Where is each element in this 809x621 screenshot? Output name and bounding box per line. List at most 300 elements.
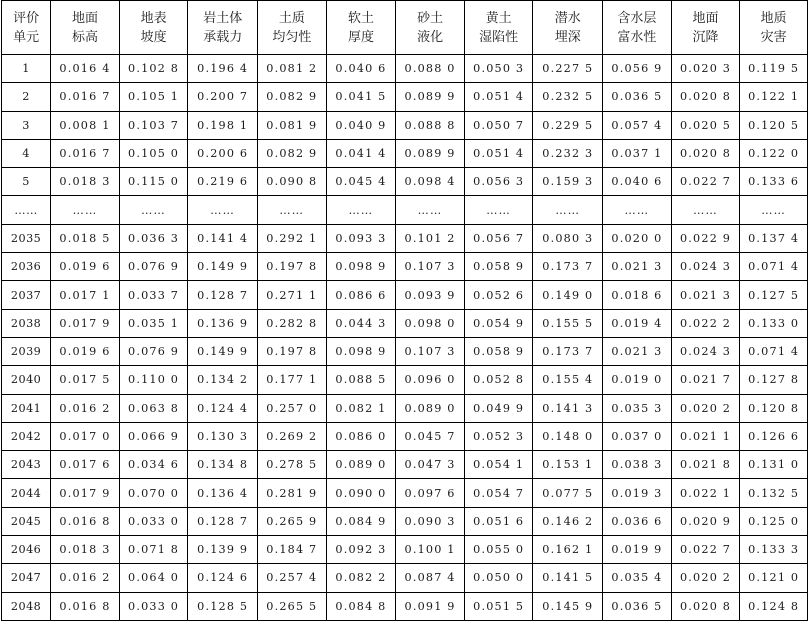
weight-cell: 0.051 5 [464, 592, 533, 620]
weight-cell: 0.052 6 [464, 281, 533, 309]
weight-cell: 0.086 0 [326, 422, 396, 450]
table-row [2, 592, 808, 620]
weight-cell: 0.096 0 [396, 366, 465, 394]
table-row [2, 564, 808, 592]
weight-cell: 0.269 2 [258, 422, 327, 450]
table-row [2, 337, 808, 365]
column-header-line: 地面 [71, 10, 98, 26]
weight-cell: 0.022 1 [671, 479, 740, 507]
weight-cell: 0.091 9 [396, 592, 465, 620]
weight-cell: 0.133 3 [740, 536, 808, 564]
weight-cell: 0.020 9 [671, 507, 740, 535]
column-header-line: 均匀性 [272, 29, 312, 45]
weight-cell: 0.049 9 [464, 394, 533, 422]
weight-cell: 0.037 0 [603, 422, 672, 450]
weight-cell: 0.057 4 [603, 111, 672, 139]
unit-id-cell: 2040 [2, 366, 51, 394]
weight-cell: 0.173 7 [533, 253, 603, 281]
weight-cell: 0.016 2 [51, 564, 120, 592]
weight-cell: 0.122 0 [740, 139, 808, 167]
weight-cell: 0.045 4 [326, 168, 396, 196]
weight-cell: 0.281 9 [258, 479, 327, 507]
unit-id-cell: 2039 [2, 337, 51, 365]
weight-cell: 0.196 4 [188, 55, 258, 83]
weight-cell: 0.088 8 [396, 111, 465, 139]
column-header-line: 标高 [71, 29, 98, 45]
weight-cell: 0.105 0 [119, 139, 188, 167]
weight-cell: 0.125 0 [740, 507, 808, 535]
header-row [2, 1, 808, 55]
column-header [671, 1, 740, 55]
weight-cell: 0.229 5 [533, 111, 603, 139]
column-header-line: 含水层 [617, 10, 657, 26]
table-row [2, 451, 808, 479]
table-row [2, 224, 808, 252]
weight-cell: 0.132 5 [740, 479, 808, 507]
weight-cell: 0.071 4 [740, 253, 808, 281]
weight-cell: 0.227 5 [533, 55, 603, 83]
weight-cell: 0.115 0 [119, 168, 188, 196]
weight-cell: 0.024 3 [671, 253, 740, 281]
unit-id-cell: 2046 [2, 536, 51, 564]
column-header-line: 单元 [13, 29, 40, 45]
weight-cell: 0.019 6 [51, 253, 120, 281]
weight-cell: 0.128 7 [188, 507, 258, 535]
column-header-line: 地表 [140, 10, 167, 26]
weight-cell: 0.155 5 [533, 309, 603, 337]
weight-cell: 0.020 5 [671, 111, 740, 139]
weight-cell: 0.149 0 [533, 281, 603, 309]
unit-id-cell: 4 [2, 139, 51, 167]
weight-cell: …… [533, 196, 603, 224]
column-header [2, 1, 51, 55]
weight-cell: 0.037 1 [603, 139, 672, 167]
weight-cell: 0.052 8 [464, 366, 533, 394]
column-header-line: 黄土 [485, 10, 512, 26]
weight-cell: 0.081 9 [258, 111, 327, 139]
weight-cell: 0.162 1 [533, 536, 603, 564]
weight-cell: 0.232 3 [533, 139, 603, 167]
weight-cell: 0.020 3 [671, 55, 740, 83]
weight-cell: 0.126 6 [740, 422, 808, 450]
weight-cell: 0.130 3 [188, 422, 258, 450]
weight-cell: 0.017 5 [51, 366, 120, 394]
weight-cell: 0.016 4 [51, 55, 120, 83]
weight-cell: 0.232 5 [533, 83, 603, 111]
weight-cell: 0.022 9 [671, 224, 740, 252]
weight-cell: 0.056 3 [464, 168, 533, 196]
column-header-line: 沉降 [692, 29, 719, 45]
column-header-line: 坡度 [140, 29, 167, 45]
weight-cell: 0.020 2 [671, 394, 740, 422]
weight-cell: 0.019 0 [603, 366, 672, 394]
weight-cell: 0.019 4 [603, 309, 672, 337]
weight-cell: 0.110 0 [119, 366, 188, 394]
weight-cell: 0.257 4 [258, 564, 327, 592]
weight-cell: 0.282 8 [258, 309, 327, 337]
weight-cell: 0.136 9 [188, 309, 258, 337]
unit-id-cell: 2045 [2, 507, 51, 535]
weight-cell: 0.101 2 [396, 224, 465, 252]
weight-cell: 0.058 9 [464, 337, 533, 365]
unit-id-cell: 2043 [2, 451, 51, 479]
table-row [2, 55, 808, 83]
weight-cell: 0.021 3 [603, 253, 672, 281]
table-row [2, 281, 808, 309]
weight-cell: 0.198 1 [188, 111, 258, 139]
weight-cell: 0.018 5 [51, 224, 120, 252]
weight-cell: 0.035 3 [603, 394, 672, 422]
weight-cell: 0.052 3 [464, 422, 533, 450]
table-row [2, 394, 808, 422]
weight-cell: 0.077 5 [533, 479, 603, 507]
weight-cell: 0.081 2 [258, 55, 327, 83]
weight-cell: 0.070 0 [119, 479, 188, 507]
table-row [2, 422, 808, 450]
weight-cell: 0.076 9 [119, 337, 188, 365]
unit-id-cell: 2042 [2, 422, 51, 450]
weight-cell: 0.021 8 [671, 451, 740, 479]
column-header-line: 潜水 [554, 10, 581, 26]
unit-id-cell: 2047 [2, 564, 51, 592]
table-row [2, 168, 808, 196]
unit-id-cell: 2048 [2, 592, 51, 620]
weight-cell: 0.082 9 [258, 83, 327, 111]
weight-cell: 0.051 4 [464, 139, 533, 167]
unit-id-cell: 2038 [2, 309, 51, 337]
weight-cell: 0.036 3 [119, 224, 188, 252]
weight-cell: 0.089 9 [396, 83, 465, 111]
column-header-line: 液化 [417, 29, 444, 45]
weight-cell: 0.082 9 [258, 139, 327, 167]
table-row [2, 479, 808, 507]
weight-cell: 0.045 7 [396, 422, 465, 450]
weight-cell: 0.119 5 [740, 55, 808, 83]
weight-cell: 0.219 6 [188, 168, 258, 196]
weight-cell: 0.159 3 [533, 168, 603, 196]
weight-cell: 0.084 8 [326, 592, 396, 620]
weight-cell: 0.120 8 [740, 394, 808, 422]
weight-cell: 0.265 5 [258, 592, 327, 620]
unit-id-cell: 3 [2, 111, 51, 139]
weight-cell: 0.035 1 [119, 309, 188, 337]
weight-cell: 0.018 3 [51, 168, 120, 196]
weight-cell: 0.105 1 [119, 83, 188, 111]
weight-cell: 0.102 8 [119, 55, 188, 83]
weight-cell: 0.017 1 [51, 281, 120, 309]
weight-cell: 0.146 2 [533, 507, 603, 535]
weight-cell: 0.089 0 [326, 451, 396, 479]
weight-cell: 0.122 1 [740, 83, 808, 111]
weight-cell: 0.128 7 [188, 281, 258, 309]
table-row [2, 309, 808, 337]
weight-cell: 0.008 1 [51, 111, 120, 139]
column-header-line: 地质 [760, 10, 787, 26]
table-row [2, 111, 808, 139]
weight-cell: 0.016 7 [51, 139, 120, 167]
weight-cell: 0.020 8 [671, 139, 740, 167]
column-header [188, 1, 258, 55]
weight-cell: 0.149 9 [188, 253, 258, 281]
weight-cell: 0.066 9 [119, 422, 188, 450]
unit-id-cell: 1 [2, 55, 51, 83]
table-row [2, 536, 808, 564]
weight-cell: 0.141 5 [533, 564, 603, 592]
weight-cell: 0.098 0 [396, 309, 465, 337]
column-header [533, 1, 603, 55]
weight-cell: 0.088 0 [396, 55, 465, 83]
weight-cell: 0.149 9 [188, 337, 258, 365]
weight-cell: 0.084 9 [326, 507, 396, 535]
weight-cell: 0.131 0 [740, 451, 808, 479]
weight-cell: 0.016 7 [51, 83, 120, 111]
unit-id-cell: 2044 [2, 479, 51, 507]
weight-cell: 0.080 3 [533, 224, 603, 252]
weight-cell: 0.033 0 [119, 592, 188, 620]
unit-id-cell: 2036 [2, 253, 51, 281]
weight-cell: 0.133 6 [740, 168, 808, 196]
weight-cell: 0.017 0 [51, 422, 120, 450]
weight-cell: 0.098 9 [326, 253, 396, 281]
weight-cell: 0.133 0 [740, 309, 808, 337]
weight-cell: 0.155 4 [533, 366, 603, 394]
table-row [2, 196, 808, 224]
weight-cell: 0.177 1 [258, 366, 327, 394]
weight-cell: 0.088 5 [326, 366, 396, 394]
weight-cell: 0.019 3 [603, 479, 672, 507]
weight-cell: 0.100 1 [396, 536, 465, 564]
weight-cell: 0.022 7 [671, 536, 740, 564]
weight-cell: 0.047 3 [396, 451, 465, 479]
column-header [326, 1, 396, 55]
weight-cell: 0.134 2 [188, 366, 258, 394]
weight-cell: 0.036 5 [603, 592, 672, 620]
weight-cell: 0.034 6 [119, 451, 188, 479]
weight-cell: 0.071 4 [740, 337, 808, 365]
weight-cell: …… [326, 196, 396, 224]
weight-cell: 0.016 8 [51, 507, 120, 535]
weight-cell: 0.040 9 [326, 111, 396, 139]
weight-cell: 0.050 3 [464, 55, 533, 83]
weight-cell: 0.056 9 [603, 55, 672, 83]
weight-cell: 0.184 7 [258, 536, 327, 564]
weight-cell: 0.141 4 [188, 224, 258, 252]
weight-cell: 0.017 9 [51, 479, 120, 507]
weight-cell: 0.016 8 [51, 592, 120, 620]
weight-cell: 0.197 8 [258, 253, 327, 281]
weight-cell: 0.054 1 [464, 451, 533, 479]
weight-cell: 0.055 0 [464, 536, 533, 564]
weight-cell: 0.128 5 [188, 592, 258, 620]
weight-cell: 0.136 4 [188, 479, 258, 507]
weight-cell: 0.041 5 [326, 83, 396, 111]
weight-cell: 0.054 7 [464, 479, 533, 507]
weight-cell: 0.127 8 [740, 366, 808, 394]
weight-cell: 0.090 0 [326, 479, 396, 507]
weight-cell: 0.089 0 [396, 394, 465, 422]
table-body [2, 55, 808, 621]
weight-cell: 0.020 2 [671, 564, 740, 592]
column-header-line: 地面 [692, 10, 719, 26]
weight-cell: 0.153 1 [533, 451, 603, 479]
weight-cell: 0.082 1 [326, 394, 396, 422]
weight-cell: 0.200 7 [188, 83, 258, 111]
weight-cell: 0.018 6 [603, 281, 672, 309]
weight-cell: 0.040 6 [326, 55, 396, 83]
weight-cell: 0.050 0 [464, 564, 533, 592]
unit-id-cell: 2 [2, 83, 51, 111]
weight-cell: 0.120 5 [740, 111, 808, 139]
table-row [2, 83, 808, 111]
weight-cell: 0.021 3 [603, 337, 672, 365]
weight-cell: 0.040 6 [603, 168, 672, 196]
weight-cell: 0.124 4 [188, 394, 258, 422]
weight-cell: 0.090 3 [396, 507, 465, 535]
table-row [2, 139, 808, 167]
weight-cell: 0.063 8 [119, 394, 188, 422]
table-row [2, 253, 808, 281]
weight-cell: 0.020 8 [671, 592, 740, 620]
weight-cell: 0.098 4 [396, 168, 465, 196]
table-header [2, 1, 808, 55]
weight-cell: 0.041 4 [326, 139, 396, 167]
column-header-line: 承载力 [203, 29, 243, 45]
unit-id-cell: 2035 [2, 224, 51, 252]
weight-cell: 0.292 1 [258, 224, 327, 252]
weight-cell: …… [396, 196, 465, 224]
column-header-line: 评价 [13, 10, 40, 26]
weight-cell: 0.022 2 [671, 309, 740, 337]
weight-cell: …… [671, 196, 740, 224]
weight-cell: …… [740, 196, 808, 224]
weight-cell: 0.035 4 [603, 564, 672, 592]
column-header-line: 灾害 [760, 29, 787, 45]
weight-cell: 0.103 7 [119, 111, 188, 139]
weight-cell: 0.098 9 [326, 337, 396, 365]
weight-cell: 0.022 7 [671, 168, 740, 196]
weight-cell: 0.097 6 [396, 479, 465, 507]
column-header-line: 土质 [278, 10, 305, 26]
column-header-line: 厚度 [347, 29, 374, 45]
weight-cell: 0.197 8 [258, 337, 327, 365]
weight-cell: 0.278 5 [258, 451, 327, 479]
weight-cell: 0.265 9 [258, 507, 327, 535]
weight-cell: 0.271 1 [258, 281, 327, 309]
weight-cell: 0.058 9 [464, 253, 533, 281]
weight-cell: 0.148 0 [533, 422, 603, 450]
unit-id-cell: 2037 [2, 281, 51, 309]
weight-cell: …… [119, 196, 188, 224]
weight-cell: 0.038 3 [603, 451, 672, 479]
weight-cell: 0.076 9 [119, 253, 188, 281]
weight-cell: 0.257 0 [258, 394, 327, 422]
weight-cell: 0.121 0 [740, 564, 808, 592]
column-header [740, 1, 808, 55]
table-row [2, 366, 808, 394]
weight-cell: 0.124 8 [740, 592, 808, 620]
column-header-line: 软土 [347, 10, 374, 26]
weight-cell: …… [258, 196, 327, 224]
weight-cell: 0.090 8 [258, 168, 327, 196]
weight-cell: 0.082 2 [326, 564, 396, 592]
weight-cell: 0.107 3 [396, 253, 465, 281]
weight-cell: 0.089 9 [396, 139, 465, 167]
weight-cell: 0.018 3 [51, 536, 120, 564]
weight-cell: 0.036 6 [603, 507, 672, 535]
column-header-line: 埋深 [554, 29, 581, 45]
weight-cell: 0.200 6 [188, 139, 258, 167]
weight-cell: 0.173 7 [533, 337, 603, 365]
weight-cell: 0.024 3 [671, 337, 740, 365]
weight-cell: 0.021 1 [671, 422, 740, 450]
column-header-line: 湿陷性 [479, 29, 519, 45]
weight-cell: 0.092 3 [326, 536, 396, 564]
weight-cell: 0.137 4 [740, 224, 808, 252]
weight-cell: 0.054 9 [464, 309, 533, 337]
weight-cell: 0.093 9 [396, 281, 465, 309]
weight-cell: 0.033 7 [119, 281, 188, 309]
evaluation-weight-table [1, 0, 808, 621]
column-header-line: 富水性 [617, 29, 657, 45]
column-header-line: 砂土 [417, 10, 444, 26]
column-header [464, 1, 533, 55]
weight-cell: 0.019 9 [603, 536, 672, 564]
column-header [396, 1, 465, 55]
weight-cell: 0.124 6 [188, 564, 258, 592]
unit-id-cell: …… [2, 196, 51, 224]
table-row [2, 507, 808, 535]
column-header-line: 岩土体 [203, 10, 243, 26]
weight-cell: 0.051 6 [464, 507, 533, 535]
weight-cell: 0.021 3 [671, 281, 740, 309]
weight-cell: 0.017 9 [51, 309, 120, 337]
weight-cell: 0.064 0 [119, 564, 188, 592]
weight-cell: …… [603, 196, 672, 224]
weight-cell: 0.087 4 [396, 564, 465, 592]
weight-cell: …… [188, 196, 258, 224]
column-header [603, 1, 672, 55]
weight-cell: 0.019 6 [51, 337, 120, 365]
weight-cell: 0.020 8 [671, 83, 740, 111]
weight-cell: …… [51, 196, 120, 224]
weight-cell: 0.021 7 [671, 366, 740, 394]
weight-cell: 0.145 9 [533, 592, 603, 620]
weight-cell: 0.056 7 [464, 224, 533, 252]
weight-cell: 0.134 8 [188, 451, 258, 479]
column-header [119, 1, 188, 55]
weight-cell: 0.127 5 [740, 281, 808, 309]
weight-cell: 0.033 0 [119, 507, 188, 535]
unit-id-cell: 5 [2, 168, 51, 196]
weight-cell: 0.036 5 [603, 83, 672, 111]
weight-cell: 0.051 4 [464, 83, 533, 111]
unit-id-cell: 2041 [2, 394, 51, 422]
weight-cell: 0.016 2 [51, 394, 120, 422]
weight-cell: 0.139 9 [188, 536, 258, 564]
weight-cell: …… [464, 196, 533, 224]
weight-cell: 0.071 8 [119, 536, 188, 564]
weight-cell: 0.107 3 [396, 337, 465, 365]
weight-cell: 0.044 3 [326, 309, 396, 337]
column-header [51, 1, 120, 55]
weight-cell: 0.141 3 [533, 394, 603, 422]
weight-cell: 0.093 3 [326, 224, 396, 252]
weight-cell: 0.086 6 [326, 281, 396, 309]
column-header [258, 1, 327, 55]
weight-cell: 0.017 6 [51, 451, 120, 479]
weight-cell: 0.020 0 [603, 224, 672, 252]
weight-cell: 0.050 7 [464, 111, 533, 139]
